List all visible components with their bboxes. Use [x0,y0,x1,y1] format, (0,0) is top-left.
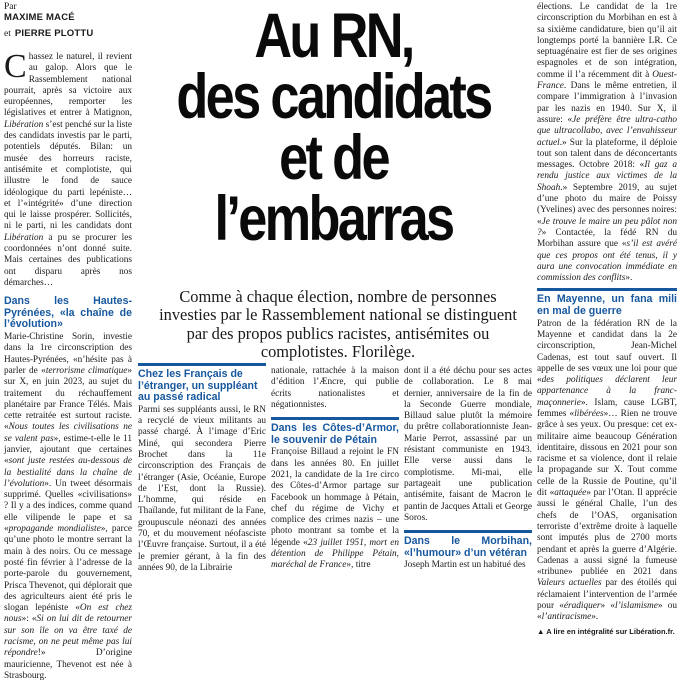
paragraph-billaud-cont: dont il a été déchu pour ses actes de collaboration. Le 8 mai dernier, anniversaire de la fin de la Seconde Guerre mondiale, Billaud salue plutôt la mémoire du prêtre collaborationniste Jean-Marie Perrot, assassiné par un résistant communiste en 1943. Elle verse aussi dans le complotisme. Mi-mai, elle partageait une publication antisémite, faisant de Macron le pantin de Jacques Attali et George Soros. [404,366,532,523]
byline-prefix: Par [4,2,17,12]
paragraph-martin: Joseph Martin est un habitué des [404,560,526,571]
byline-author-2: PIERRE PLOTTU [14,28,94,39]
section-rule [271,417,399,420]
section-head-cotes-armor: Dans les Côtes-d’Armor, le souvenir de Pétain [271,422,399,446]
byline-conj: et [4,29,11,39]
column-5 [537,2,677,637]
section-head-mayenne: En Mayenne, un fana mili en mal de guerre [537,293,677,318]
paragraph-sorin: Marie-Christine Sorin, investie dans la 1re circonscription des Hautes-Pyrénées, «n’hésite pas à parler de «terrorisme climatique» sur X, en juin 2023, au sujet du traitement du réchauffement planétaire par France Télés. Mais cette retraitée est surtout raciste. «Nous toutes les civilisations ne se valent pas», estime-t-elle le 11 janvier, ajoutant que certaines «sont juste restées au-dessous de la bestialité dans la chaîne de l’évolution». Un tweet désormais supprimé. Quelles «civilisations» ? Il y a des indices, comme quand elle vilipende le pape et sa «propagande mondialiste», parce qu’une photo le montre serrant la main à des noirs. Ou ce message posté fin février à l’adresse de la porte-parole du gouvernement, Prisca Thevenot, qui déplorait que des agriculteurs aient été pris le slogan lepéniste «On est chez nous»: «Si on lui dit de retourner sur son île on va être taxé de racisme, on ne peut même pas lui répondre!» D’origine mauricienne, Thevenot est née à Strasbourg. [4,332,132,681]
section-head-hautes-pyrenees: Dans les Hautes-Pyrénées, «la chaîne de l’évolution» [4,295,132,331]
footnote-link[interactable]: ▲ A lire en intégralité sur Libération.fr. [537,626,675,636]
section-rule [138,363,266,366]
drop-cap: C [4,48,27,85]
intro-paragraph: Chassez le naturel, il revient au galop. Alors que le Rassemblement national pourrait, après sa victoire aux européennes, remporter les législatives et entrer à Matignon, Libération s’est penché sur la liste des candidats investis par le parti, potentiels députés. Bilan: un musée des horreurs raciste, antisémite et complotiste, qui illustre le fond de sauce idéologique du parti lepéniste… et l’«intégrité» d’une direction qui le laisse prospérer. Sollicités, ni le parti, ni les candidats dont Libération a pu se procurer les coordonnées n’ont donné suite. Mais certaines des publications ont disparu après nos démarches… [4,48,132,288]
paragraph-mine: Parmi ses suppléants aussi, le RN a recyclé de vieux militants au passé chargé. À l’image d’Eric Miné, qui secondera Pierre Brochet dans la 11e circonscription des Français de l’étranger (Asie, Océanie, Europe de l’Est, dont la Russie). L’homme, qui réside en Thaïlande, fut militant de la Fane, groupuscule néonazi des années 70, et du mouvement néofasciste l’Œuvre française. Surtout, il a été le premier gérant, à la fin des années 90, de la Librairie [138,404,266,573]
column-2 [138,363,266,574]
paragraph-librairie: nationale, rattachée à la maison d’édition l’Æncre, qui publie écrits nationalistes et négationnistes. [271,366,399,410]
byline [4,2,132,41]
column-1 [4,48,132,682]
headline-line-3: et de l’embarras [214,123,453,254]
column-4 [404,366,532,572]
section-rule [537,288,677,291]
paragraph-martin-cont: élections. Le candidat de la 1re circonscription du Morbihan en est à sa sixième candidature, bien qu’il ait longtemps porté la bannière LR. Ce septuagénaire est fier de ses origines espagnoles et de son intégration, comme il l’a récemment dit à Ouest-France. Dans le même entretien, il compare l’immigration à l’invasion par les nazis en 1940. Sur X, il assure: «Je préfère être ultra-catho que ultracollabo, avec l’envahisseur actuel.» Sur la plateforme, il déploie tout son talent dans de déconcertants messages. Octobre 2018: «Il gaz a rendu justice aux victimes de la Shoah.» Septembre 2019, au sujet d’une photo du maire de Poissy (Yvelines) avec des personnes noires: «Je trouve le maire un peu pâlot non ?» Contactée, la fédé RN du Morbihan assure que «s’il est avéré que ces propos ont été tenus, il y aura une convocation immédiate en commission des conflits». [537,2,677,284]
section-head-morbihan: Dans le Morbihan, «l’humour» d’un vétéran [404,535,532,559]
section-rule [404,530,532,533]
headline-line-1: Au RN, [254,1,413,71]
headline [170,1,498,254]
paragraph-billaud: Françoise Billaud a rejoint le FN dans les années 80. En juillet 2021, la candidate de la 1re circo des Côtes-d’Armor partage sur Facebook un hommage à Pétain, chef du régime de Vichy et complice des crimes nazis – une photo montrant sa tombe et la légende «23 juillet 1951, mort en détention de Philippe Pétain, maréchal de France», titre [271,447,399,571]
headline-line-2: des candidats [176,62,491,132]
paragraph-cadenas: Patron de la fédération RN de la Mayenne et candidat dans la 2e circonscription, Jean-Michel Cadenas, est tout sauf ouvert. Il appelle de ses vœux une loi pour que «des politiques déclarent leur appartenance à la franc-maçonnerie». Islam, cause LGBT, femmes «libérées»… Rien ne trouve grâce à ses yeux. Ou presque: cet ex-militaire aime beaucoup Génération identitaire, dissous en 2021 pour son racisme et sa violence, dont il relaie la propagande sur X. Tout comme celle de la Russie de Poutine, qu’il dit «attaquée» par l’Otan. Il apprécie aussi le général Challe, l’un des chefs de l’OAS, organisation terroriste d’extrême droite à laquelle sont imputés plus de 2700 morts pendant et après la guerre d’Algérie. Cadenas a aussi signé la fumeuse «tribune» publiée en 2021 dans Valeurs actuelles par des étoilés qui réclamaient l’intervention de l’armée pour «éradiquer» «l’islamisme» ou «l’antiracisme». [537,318,677,623]
standfirst: Comme à chaque élection, nombre de personnes investies par le Rassemblement national se distinguent par des propos publics racistes, antisémites ou complotistes. Florilège. [159,287,517,361]
section-head-francais-etranger: Chez les Français de l’étranger, un suppléant au passé radical [138,368,258,404]
byline-author-1: MAXIME MACÉ [4,12,75,23]
column-3 [271,366,399,572]
